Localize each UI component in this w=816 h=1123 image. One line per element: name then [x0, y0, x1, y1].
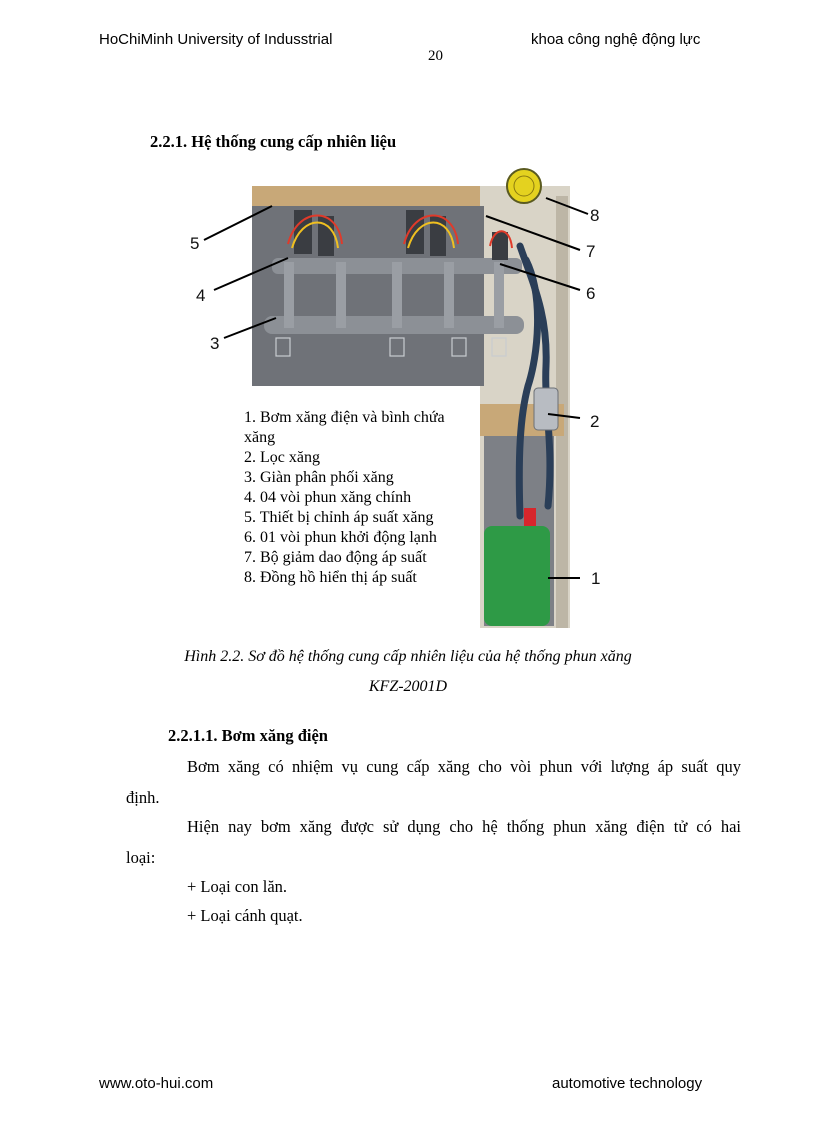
- callout-5: 5: [190, 234, 200, 253]
- legend-item: 4. 04 vòi phun xăng chính: [244, 489, 412, 506]
- tank-cap: [524, 508, 536, 526]
- callout-7: 7: [586, 242, 596, 261]
- callout-3: 3: [210, 334, 220, 353]
- legend-item: 8. Đồng hồ hiển thị áp suất: [244, 569, 417, 586]
- footer-left: www.oto-hui.com: [99, 1075, 214, 1092]
- callout-1: 1: [591, 569, 601, 588]
- figure-caption-line2: KFZ-2001D: [368, 678, 448, 695]
- legend-item: 7. Bộ giảm dao động áp suất: [244, 549, 427, 566]
- callout-8: 8: [590, 206, 600, 225]
- legend-item: 3. Giàn phân phối xăng: [244, 469, 394, 486]
- section-title: 2.2.1. Hệ thống cung cấp nhiên liệu: [150, 132, 397, 151]
- legend-list: [244, 408, 445, 588]
- callout-4: 4: [196, 286, 206, 305]
- paragraph-2-line1: Hiện nay bơm xăng được sử dụng cho hệ thống phun xăng điện tử có hai: [187, 817, 741, 836]
- callout-6: 6: [586, 284, 596, 303]
- subsection-title: 2.2.1.1. Bơm xăng điện: [168, 726, 328, 745]
- footer-right: automotive technology: [552, 1075, 703, 1092]
- paragraph-1-line1: Bơm xăng có nhiệm vụ cung cấp xăng cho vòi phun với lượng áp suất quy: [187, 757, 741, 776]
- page-number: 20: [428, 48, 443, 64]
- legend-item: 5. Thiết bị chỉnh áp suất xăng: [244, 509, 434, 526]
- fuel-filter: [534, 388, 558, 430]
- paragraph-1-line2: định.: [126, 788, 160, 807]
- legend-item: 6. 01 vòi phun khởi động lạnh: [244, 529, 437, 546]
- header-left: HoChiMinh University of Indusstrial: [99, 31, 333, 48]
- fuel-tank: [484, 526, 550, 626]
- callout-2: 2: [590, 412, 600, 431]
- paragraph-2-line2: loại:: [126, 848, 156, 867]
- figure-caption-line1: Hình 2.2. Sơ đồ hệ thống cung cấp nhiên liệu của hệ thống phun xăng: [184, 648, 632, 665]
- legend-item: 1. Bơm xăng điện và bình chứa: [244, 409, 445, 426]
- header-right: khoa công nghệ động lực: [531, 31, 701, 48]
- fuel-system-figure: [168, 166, 632, 628]
- legend-item: xăng: [244, 429, 276, 446]
- bullet-item: + Loại con lăn.: [187, 877, 288, 896]
- bullet-item: + Loại cánh quạt.: [187, 906, 303, 925]
- legend-item: 2. Lọc xăng: [244, 449, 320, 466]
- pressure-gauge: [507, 169, 541, 203]
